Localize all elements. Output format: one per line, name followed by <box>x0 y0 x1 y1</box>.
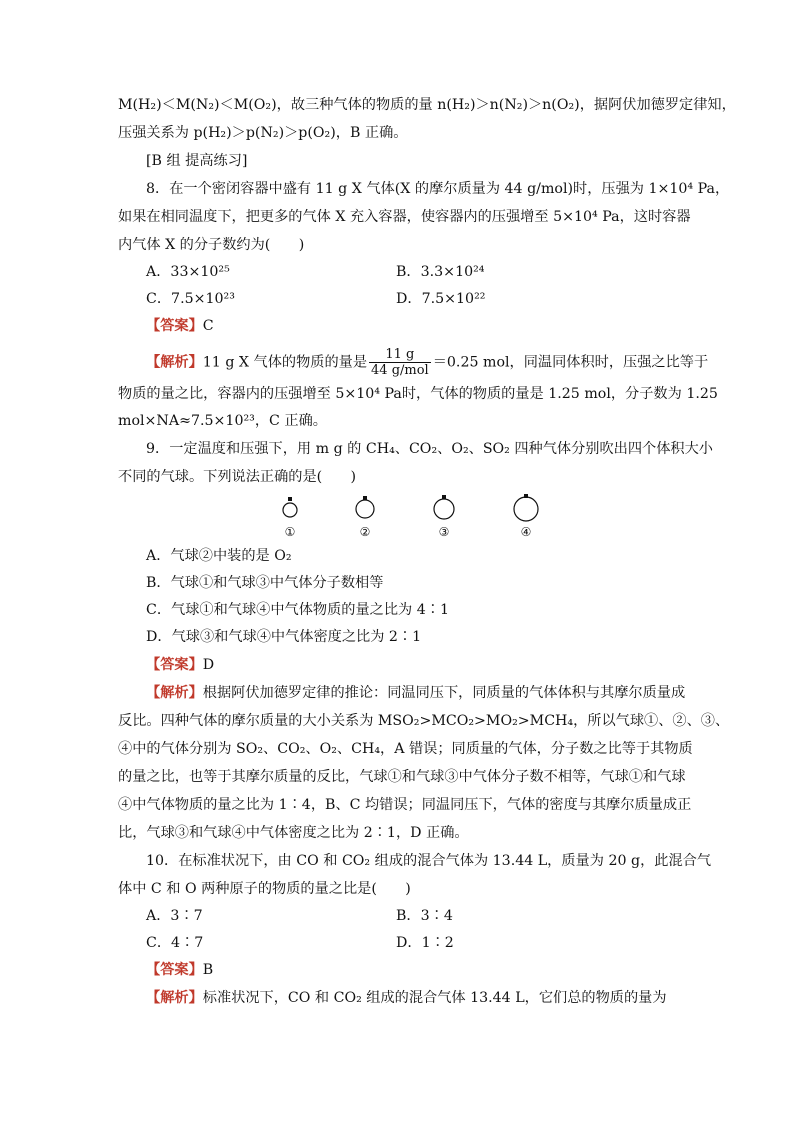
q9-analysis-line-1 <box>146 683 685 703</box>
q9-analysis-line-3: ④中的气体分别为 SO₂、CO₂、O₂、CH₄，A 错误；同质量的气体，分子数之比等于其物质 <box>118 741 693 757</box>
q10-stem-line-1: 10．在标准状况下，由 CO 和 CO₂ 组成的混合气体为 13.44 L，质量为 20 g，此混合气 <box>146 853 712 869</box>
q9-analysis-tag: 【解析】 <box>146 685 203 701</box>
q9-analysis-line-5: ④中气体物质的量之比为 1∶4，B、C 均错误；同温同压下，气体的密度与其摩尔质量成正 <box>118 797 692 813</box>
intro-line-1: M(H₂)＜M(N₂)＜M(O₂)，故三种气体的物质的量 n(H₂)＞n(N₂)＞n(O₂)，据阿伏加德罗定律知， <box>118 97 736 113</box>
balloon-label-3: ③ <box>438 525 450 539</box>
q8-option-b: B．3.3×10²⁴ <box>396 264 485 280</box>
q10-option-c: C．4∶7 <box>146 935 204 951</box>
q9-stem-line-1: 9．一定温度和压强下，用 m g 的 CH₄、CO₂、O₂、SO₂ 四种气体分别吹出四个体积大小 <box>146 441 713 457</box>
q8-answer-tag: 【答案】 <box>146 318 203 334</box>
q8-option-d: D．7.5×10²² <box>396 291 486 307</box>
q8-stem-line-1: 8．在一个密闭容器中盛有 11 g X 气体(X 的摩尔质量为 44 g/mol)时，压强为 1×10⁴ Pa， <box>146 181 730 197</box>
q9-option-a: A．气球②中装的是 O₂ <box>146 548 292 564</box>
q9-answer-value: D <box>202 657 215 673</box>
balloon-figure <box>270 494 550 540</box>
q8-fraction <box>369 347 431 378</box>
q8-stem-line-3: 内气体 X 的分子数约为( ) <box>118 237 305 253</box>
q8-analysis-line-2: 物质的量之比，容器内的压强增至 5×10⁴ Pa时，气体的物质的量是 1.25 mol，分子数为 1.25 <box>118 386 718 402</box>
q9-answer <box>146 655 214 675</box>
q9-option-b: B．气球①和气球③中气体分子数相等 <box>146 575 384 591</box>
q10-analysis-line-1 <box>146 988 667 1008</box>
q10-option-d: D．1∶2 <box>396 935 454 951</box>
balloon-label-2: ② <box>359 525 371 539</box>
q8-analysis-line-1 <box>146 347 708 378</box>
q9-option-d: D．气球③和气球④中气体密度之比为 2∶1 <box>146 629 422 645</box>
balloon-2 <box>356 496 374 539</box>
q9-analysis-line-4: 的量之比，也等于其摩尔质量的反比，气球①和气球③中气体分子数不相等，气球①和气球 <box>118 769 686 785</box>
q10-answer-tag: 【答案】 <box>146 962 203 978</box>
balloon-3 <box>434 495 454 539</box>
q8-analysis-pre: 11 g X 气体的物质的量是 <box>202 354 368 371</box>
q8-answer <box>146 316 214 336</box>
balloon-4 <box>514 494 538 539</box>
balloon-1 <box>283 497 297 539</box>
q8-fraction-numerator: 11 g <box>369 347 431 363</box>
q9-stem-line-2: 不同的气球。下列说法正确的是( ) <box>118 469 357 485</box>
q9-option-c: C．气球①和气球④中气体物质的量之比为 4∶1 <box>146 602 449 618</box>
q9-analysis-line-2: 反比。四种气体的摩尔质量的大小关系为 MSO₂>MCO₂>MO₂>MCH₄，所以气球①、②、③、 <box>118 713 730 729</box>
balloon-label-1: ① <box>284 525 296 539</box>
q10-stem-line-2: 体中 C 和 O 两种原子的物质的量之比是( ) <box>118 881 411 897</box>
q8-option-a: A．33×10²⁵ <box>146 264 230 280</box>
q10-option-b: B．3∶4 <box>396 908 453 924</box>
q8-analysis-post: ＝0.25 mol，同温同体积时，压强之比等于 <box>432 354 709 371</box>
q8-answer-value: C <box>202 318 214 334</box>
q8-option-c: C．7.5×10²³ <box>146 291 235 307</box>
balloon-label-4: ④ <box>520 525 532 539</box>
q8-analysis-line-3: mol×NA≈7.5×10²³，C 正确。 <box>118 413 327 429</box>
q10-answer <box>146 960 213 980</box>
q9-answer-tag: 【答案】 <box>146 657 203 673</box>
q8-stem-line-2: 如果在相同温度下，把更多的气体 X 充入容器，使容器内的压强增至 5×10⁴ Pa，这时容器 <box>118 209 691 225</box>
q9-analysis-line-6: 比，气球③和气球④中气体密度之比为 2∶1，D 正确。 <box>118 825 469 841</box>
q9-analysis-text-1: 根据阿伏加德罗定律的推论：同温同压下，同质量的气体体积与其摩尔质量成 <box>202 685 686 701</box>
q8-analysis-tag: 【解析】 <box>146 354 203 371</box>
q10-analysis-tag: 【解析】 <box>146 990 203 1006</box>
section-header: [B 组 提高练习] <box>146 153 248 169</box>
q8-fraction-denominator: 44 g/mol <box>371 363 429 378</box>
q10-option-a: A．3∶7 <box>146 908 203 924</box>
q10-answer-value: B <box>202 962 214 978</box>
q10-analysis-text-1: 标准状况下，CO 和 CO₂ 组成的混合气体 13.44 L，它们总的物质的量为 <box>202 990 667 1006</box>
intro-line-2: 压强关系为 p(H₂)＞p(N₂)＞p(O₂)，B 正确。 <box>118 125 408 141</box>
